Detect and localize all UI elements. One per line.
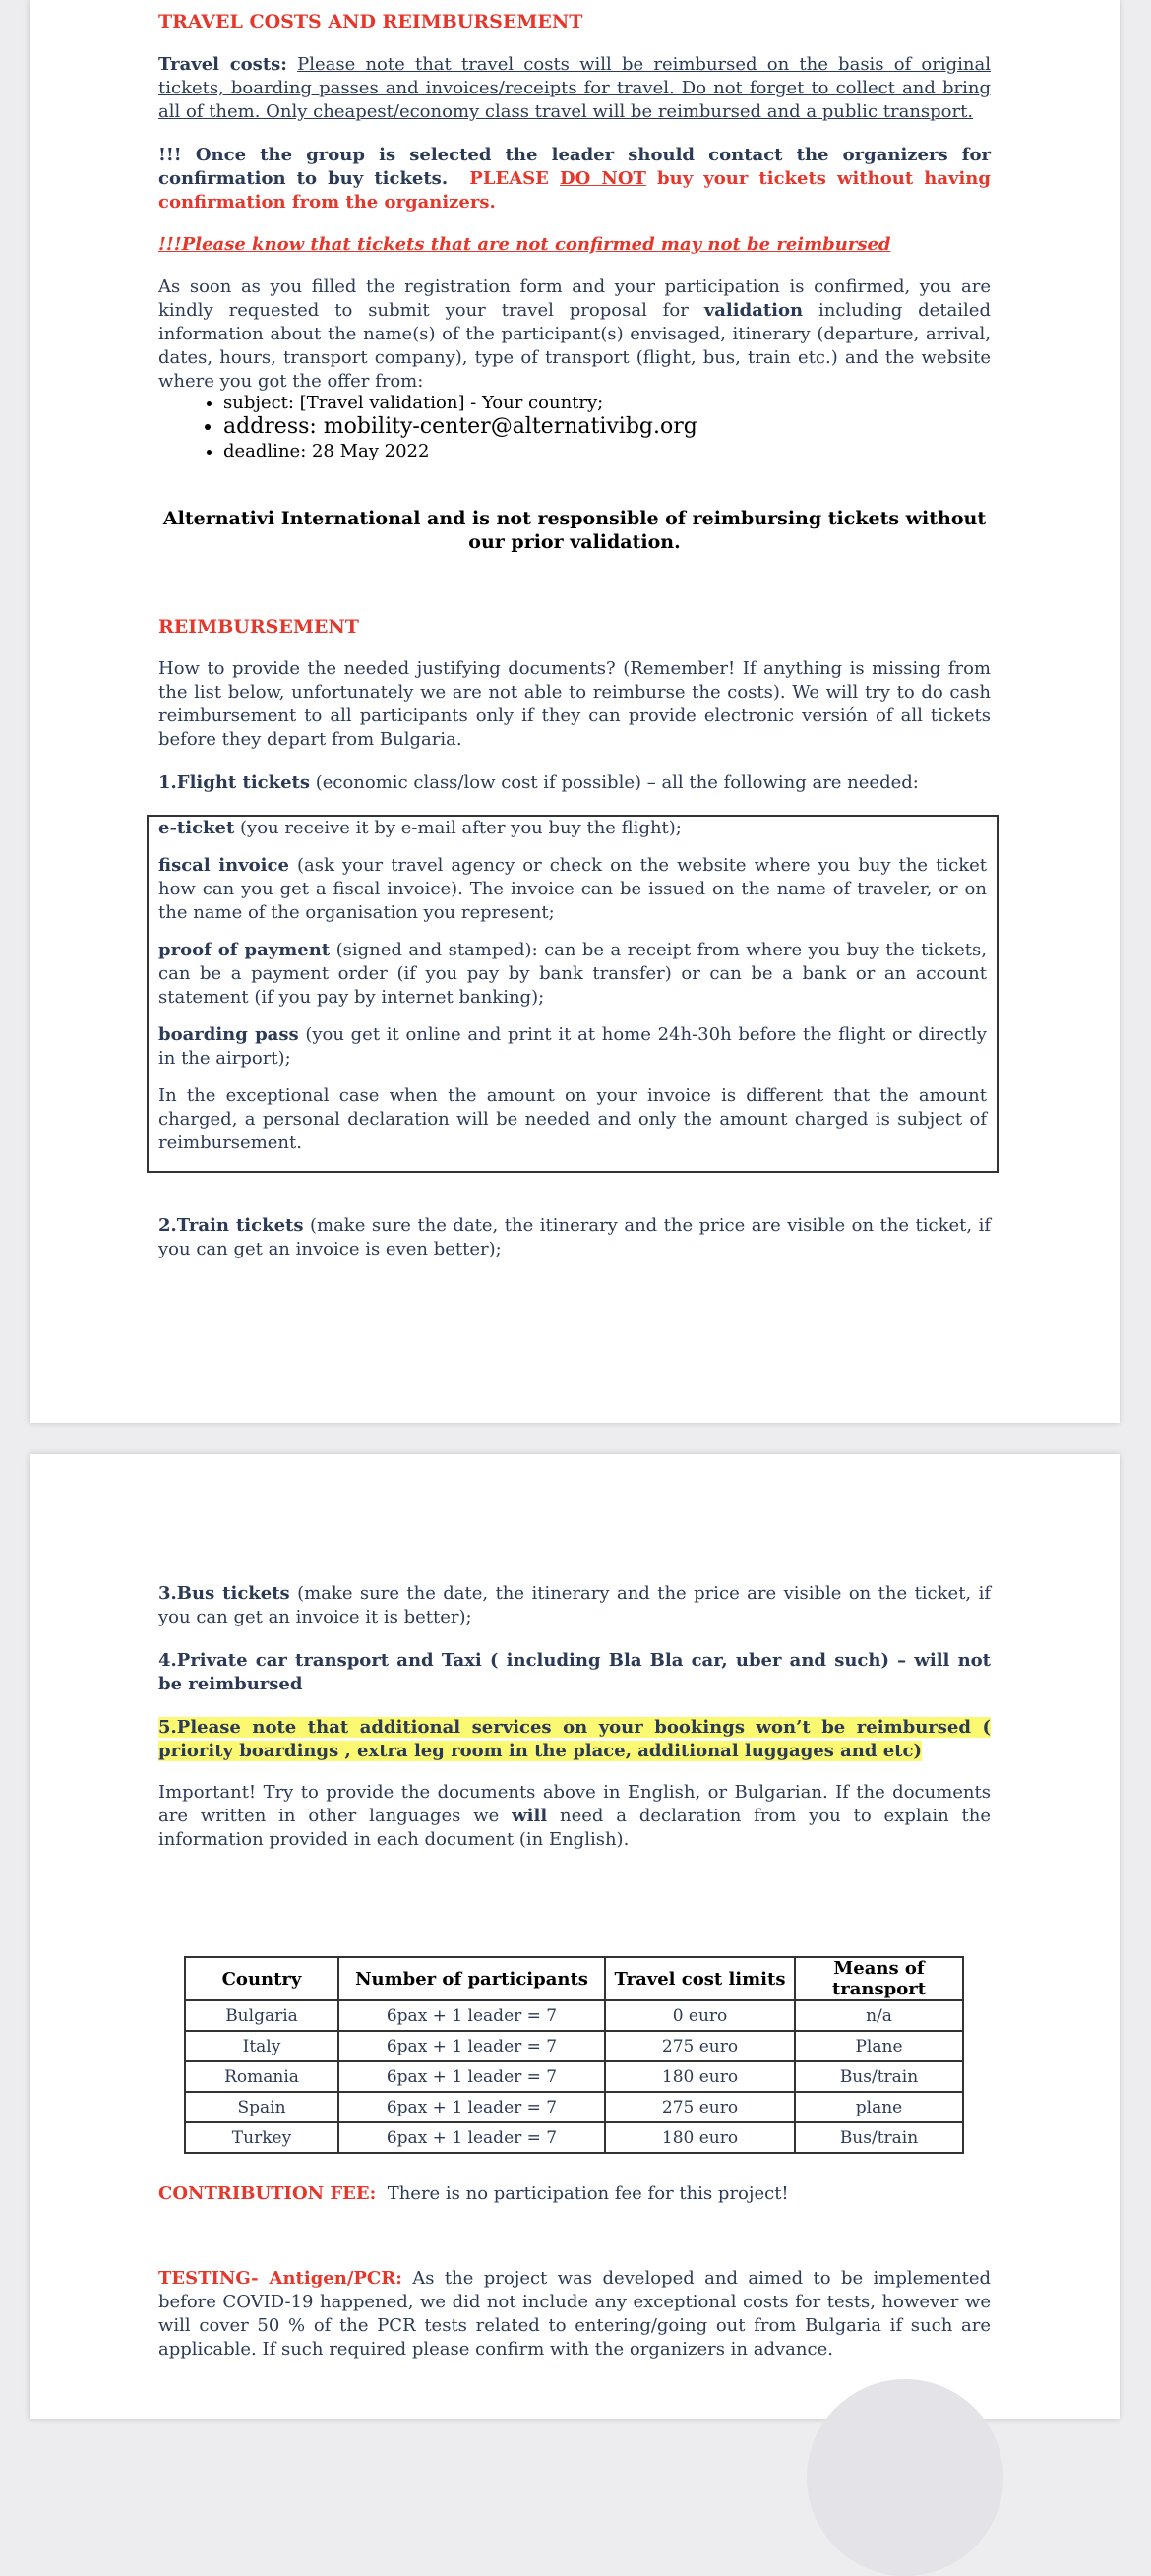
leader-notice: !!! Once the group is selected the leader should contact the organizers for confirmation to buy tickets. [158, 145, 991, 189]
document-page-2 [30, 1454, 1120, 2419]
cell-country: Romania [185, 2061, 338, 2092]
travel-costs-heading: TRAVEL COSTS AND REIMBURSEMENT [158, 11, 583, 32]
cell-participants: 6pax + 1 leader = 7 [338, 2000, 605, 2031]
header-cost-limits: Travel cost limits [605, 1957, 795, 2000]
boarding-label: boarding pass [158, 1024, 299, 1045]
flight-text: (economic class/low cost if possible) – all the following are needed: [315, 772, 919, 793]
boarding-text: (you get it online and print it at home 24h-30h before the flight or directly in the airport); [158, 1024, 987, 1069]
testing-label: TESTING- Antigen/PCR: [158, 2268, 402, 2289]
table-row [185, 2061, 963, 2092]
bullet-address: • address: mobility-center@alternativibg.org [223, 414, 991, 440]
cell-cost: 180 euro [605, 2122, 795, 2153]
buy-warning: buy your tickets without having confirmation from the organizers. [158, 168, 991, 213]
bus-label: 3.Bus tickets [158, 1583, 290, 1604]
eticket-label: e-ticket [158, 818, 235, 838]
exception-text: In the exceptional case when the amount on your invoice is different that the amount charged, a personal declaration will be needed and only the amount charged is subject of reimbursement. [158, 1085, 987, 1153]
not-confirmed-warning: !!!Please know that tickets that are not confirmed may not be reimbursed [158, 234, 891, 255]
travel-costs-text: Please note that travel costs will be reimbursed on the basis of original tickets, boarding passes and invoices/receipts for travel. Do not forget to collect and bring all of them. Only cheapest/economy class travel will be reimbursed and a public transport. [158, 54, 991, 122]
document-page-1 [30, 0, 1120, 1423]
cell-cost: 275 euro [605, 2092, 795, 2122]
cell-cost: 0 euro [605, 2000, 795, 2031]
train-tickets-paragraph [158, 1214, 991, 1261]
cell-transport: Plane [795, 2031, 963, 2061]
cell-transport: Bus/train [795, 2061, 963, 2092]
cell-country: Spain [185, 2092, 338, 2122]
do-not-text: DO NOT [560, 168, 646, 189]
testing-text: As the project was developed and aimed to be implemented before COVID-19 happened, we did not include any exceptional costs for tests, however we will cover 50 % of the PCR tests related to entering/going out from Bulgaria if such are applicable. If such required please confirm with the organizers in advance. [158, 2268, 992, 2360]
decorative-circle [807, 2379, 1003, 2576]
flight-tickets-paragraph [158, 771, 991, 795]
cell-transport: plane [795, 2092, 963, 2122]
fee-text: There is no participation fee for this project! [387, 2183, 789, 2204]
important-text-1: Important! Try to provide the documents above in English, or Bulgarian. If the documents are written in other languages we [158, 1782, 991, 1826]
important-bold: will [512, 1806, 548, 1826]
reimbursement-heading: REIMBURSEMENT [158, 616, 359, 638]
travel-costs-label: Travel costs: [158, 54, 287, 75]
cell-country: Italy [185, 2031, 338, 2061]
contribution-fee-paragraph [158, 2182, 991, 2206]
header-transport: Means of transport [795, 1957, 963, 2000]
travel-costs-paragraph [158, 53, 991, 124]
bullet-deadline: • deadline: 28 May 2022 [223, 440, 991, 462]
train-label: 2.Train tickets [158, 1215, 304, 1236]
table-header-row [185, 1957, 963, 2000]
payment-text: (signed and stamped): can be a receipt from where you buy the tickets, can be a payment order (if you pay by bank transfer) or can be a bank or an account statement (if you pay by internet banking); [158, 940, 988, 1008]
submission-text-1: As soon as you filled the registration form and your participation is confirmed, you are kindly requested to submit your travel proposal for [158, 276, 991, 321]
payment-label: proof of payment [158, 940, 331, 960]
validation-notice: Alternativi International and is not responsible of reimbursing tickets without our prior validation. [162, 508, 987, 553]
fee-label: CONTRIBUTION FEE: [158, 2183, 377, 2204]
cell-cost: 275 euro [605, 2031, 795, 2061]
important-paragraph [158, 1781, 991, 1852]
please-text: PLEASE [469, 168, 549, 189]
cell-country: Bulgaria [185, 2000, 338, 2031]
train-text: (make sure the date, the itinerary and the price are visible on the ticket, if you can get an invoice is even better); [158, 1215, 991, 1259]
table-row [185, 2092, 963, 2122]
cell-participants: 6pax + 1 leader = 7 [338, 2061, 605, 2092]
cell-cost: 180 euro [605, 2061, 795, 2092]
submission-bold: validation [703, 300, 804, 321]
flight-documents-box [147, 815, 999, 1173]
cell-transport: Bus/train [795, 2122, 963, 2153]
eticket-text: (you receive it by e-mail after you buy the flight); [240, 818, 682, 838]
reimbursement-paragraph: How to provide the needed justifying documents? (Remember! If anything is missing from the list below, unfortunately we are not able to reimburse the costs). We will try to do cash reimbursement to all participants only if they can provide electronic versión of all tickets before they depart from Bulgaria. [158, 658, 991, 750]
car-taxi-paragraph: 4.Private car transport and Taxi ( including Bla Bla car, uber and such) – will not be reimbursed [158, 1650, 991, 1694]
cell-participants: 6pax + 1 leader = 7 [338, 2031, 605, 2061]
fiscal-text: (ask your travel agency or check on the website where you buy the ticket how can you get a fiscal invoice). The invoice can be issued on the name of traveler, or on the name of the organisation you represent; [158, 855, 988, 923]
leader-notice-paragraph [158, 144, 991, 215]
bus-tickets-paragraph [158, 1582, 991, 1629]
table-row [185, 2000, 963, 2031]
flight-label: 1.Flight tickets [158, 772, 310, 793]
cell-country: Turkey [185, 2122, 338, 2153]
additional-services-paragraph [158, 1716, 991, 1763]
travel-cost-table [184, 1956, 964, 2154]
cell-participants: 6pax + 1 leader = 7 [338, 2122, 605, 2153]
important-text-2: need a declaration from you to explain the information provided in each document (in English). [158, 1806, 991, 1850]
bus-text: (make sure the date, the itinerary and the price are visible on the ticket, if you can get an invoice it is better); [158, 1583, 991, 1627]
cell-participants: 6pax + 1 leader = 7 [338, 2092, 605, 2122]
bullet-subject: • subject: [Travel validation] - Your country; [223, 392, 991, 414]
submission-paragraph [158, 276, 991, 394]
header-country: Country [185, 1957, 338, 2000]
additional-services-text: 5.Please note that additional services on your bookings won’t be reimbursed ( priority boardings , extra leg room in the place, additional luggages and etc) [158, 1717, 991, 1761]
not-confirmed-paragraph [158, 233, 991, 257]
header-participants: Number of participants [338, 1957, 605, 2000]
table-row [185, 2122, 963, 2153]
table-row [185, 2031, 963, 2061]
submission-text-2: including detailed information about the name(s) of the participant(s) envisaged, itinerary (departure, arrival, dates, hours, transport company), type of transport (flight, bus, train etc.) and the website where you got the offer from: [158, 300, 991, 392]
testing-paragraph [158, 2267, 991, 2361]
cell-transport: n/a [795, 2000, 963, 2031]
fiscal-label: fiscal invoice [158, 855, 289, 876]
submission-bullets [158, 392, 991, 462]
